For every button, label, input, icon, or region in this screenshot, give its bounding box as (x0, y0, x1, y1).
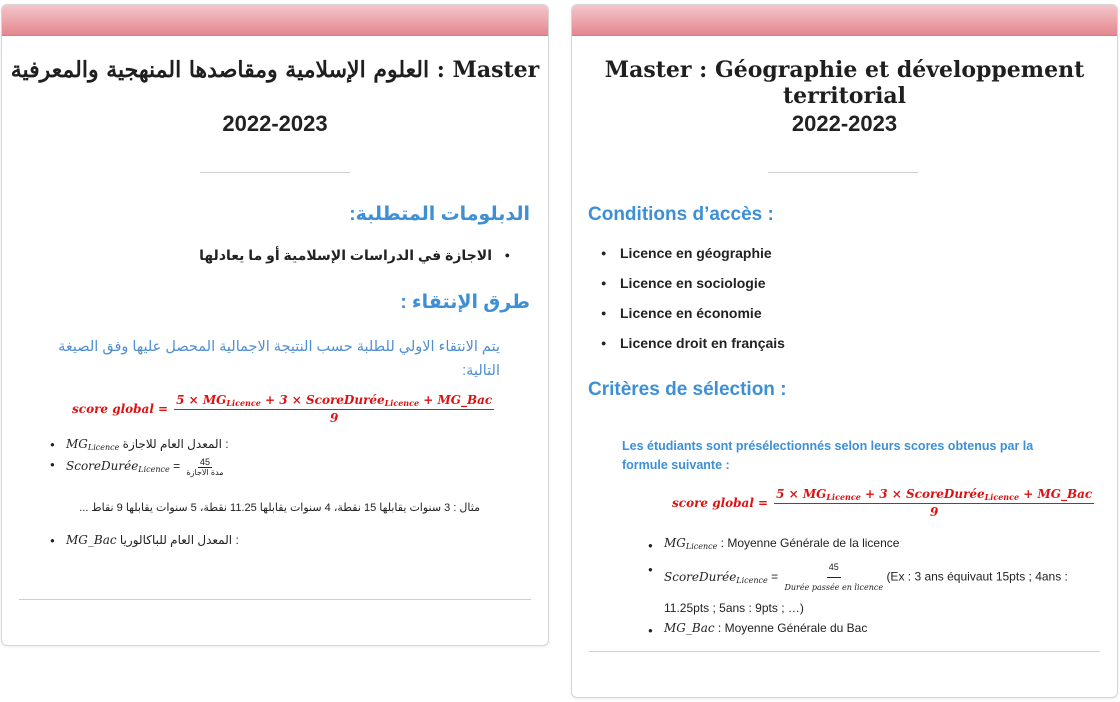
formula-fraction: $\frac{5 \times MG_{Licence} + 3 \times ScoreDurée_{Licence} + MG\_Bac}{9}$ (176, 393, 493, 425)
conditions-heading: Conditions d’accès : (588, 204, 774, 225)
program-title: Master : العلوم الإسلامية ومقاصدها المنهجية والمعرفية (10, 57, 540, 83)
program-title: Master : Géographie et développement territorial (604, 57, 1085, 109)
card-header-bar (572, 5, 1117, 36)
definition-score: ● ScoreDurée$_{Licence}$ = 45 Durée passée en licence (Ex : 3 ans équivaut 15pts ; 4ans : 11.25pts ; 5ans : 9pts ; …) (644, 557, 1084, 618)
divider (200, 172, 350, 173)
card-header-bar (2, 5, 548, 36)
formula-definitions (644, 533, 1084, 638)
divider (589, 651, 1100, 652)
definition-score: ● ScoreDurée$_{Licence}$ = 45 مدة الاجازة (46, 457, 306, 487)
score-formula (72, 393, 494, 425)
definition-mg: ● $MG_{Licence}$ : Moyenne Générale de la licence (644, 533, 1084, 557)
diplomas-heading: الدبلومات المتطلبة: (349, 204, 530, 225)
list-item: ● Licence en géographie (600, 245, 785, 275)
divider (768, 172, 918, 173)
program-card-islamic-sciences (1, 4, 549, 646)
formula-denominator: 9 (930, 505, 939, 519)
diplomas-list (199, 247, 512, 264)
selection-intro: يتم الانتقاء الاولي للطلبة حسب النتيجة الاجمالية المحصل عليها وفق الصيغة التالية: (58, 339, 500, 379)
selection-heading: طرق الإنتقاء : (400, 292, 530, 313)
formula-definitions-bac (46, 533, 306, 547)
formula-denominator: 9 (330, 411, 339, 425)
criteria-intro: Les étudiants sont présélectionnés selon leurs scores obtenus par la formule suivante : (622, 439, 1034, 472)
formula-fraction: $\frac{5 \times MG_{Licence} + 3 \times ScoreDurée_{Licence} + MG\_Bac}{9}$ (776, 487, 1093, 519)
formula-lhs: score global = (72, 402, 169, 416)
divider (19, 599, 531, 600)
list-item: ● الاجازة في الدراسات الإسلامية أو ما يعادلها (199, 247, 512, 264)
program-card-geography (571, 4, 1118, 698)
formula-definitions (46, 437, 306, 487)
example-text: مثال : 3 سنوات يقابلها 15 نقطة، 4 سنوات يقابلها 11.25 نقطة، 5 سنوات يقابلها 9 نقاط ... (79, 502, 480, 514)
score-formula (672, 487, 1094, 519)
definition-bac: ● MG_Bac المعدل العام للباكالوريا : (46, 533, 306, 547)
criteria-heading: Critères de sélection : (588, 379, 787, 400)
definition-mg: ● $MG_{Licence}$ المعدل العام للاجازة : (46, 437, 306, 457)
academic-year: 2022-2023 (791, 111, 898, 136)
conditions-list (600, 245, 785, 365)
definition-bac: ● MG_Bac : Moyenne Générale du Bac (644, 618, 1084, 638)
list-item: ● Licence en économie (600, 305, 785, 335)
academic-year: 2022-2023 (222, 111, 328, 136)
list-item: ● Licence en sociologie (600, 275, 785, 305)
list-item: ● Licence droit en français (600, 335, 785, 365)
formula-lhs: score global = (672, 496, 769, 510)
